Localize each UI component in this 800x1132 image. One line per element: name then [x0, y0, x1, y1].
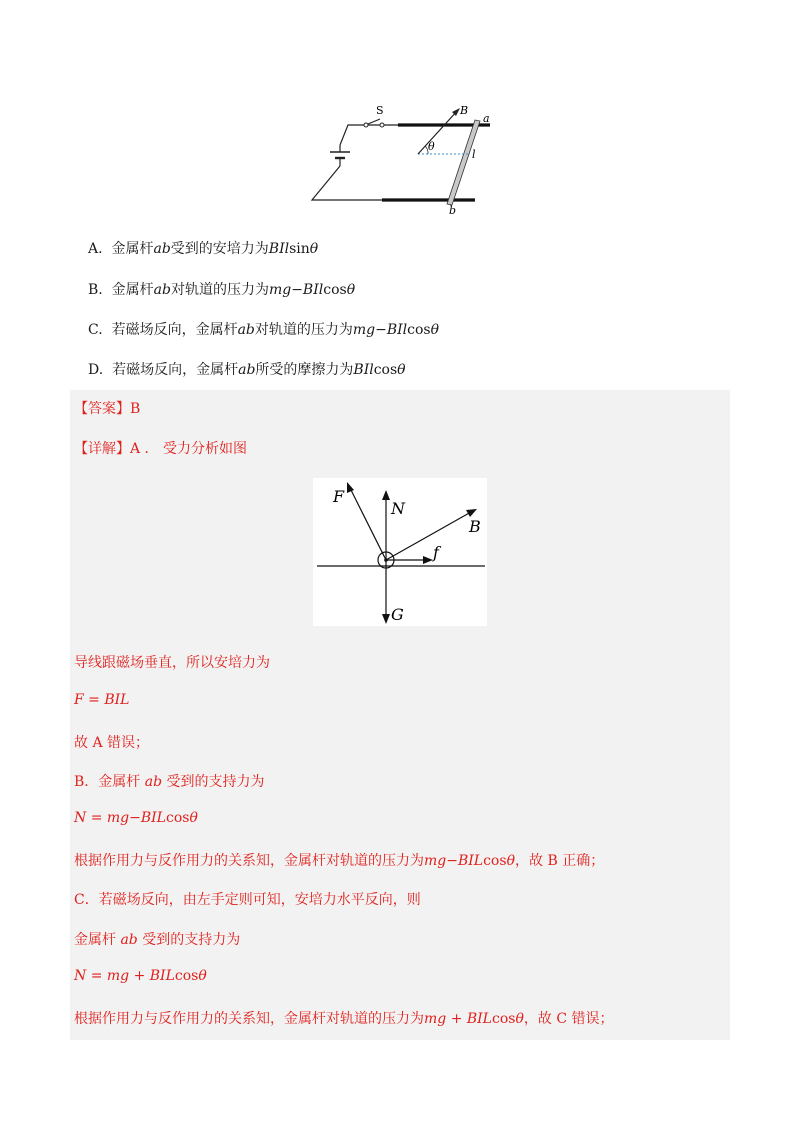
switch-label: S [376, 104, 384, 117]
length-label: l [472, 148, 476, 161]
formula-1: F = BIL [74, 692, 130, 708]
b-field-label: B [460, 104, 469, 117]
detail-intro: 【详解】A ． 受力分析如图 [74, 441, 248, 457]
explain-line-4: 根据作用力与反作用力的关系知，金属杆对轨道的压力为mg−BILcosθ，故 B 正确； [74, 853, 605, 869]
theta-label: θ [428, 140, 435, 153]
force-diagram [313, 478, 487, 626]
formula-2: N = mg−BILcosθ [74, 810, 198, 826]
answer-line: 【答案】B [74, 401, 141, 417]
force-N-label: N [391, 499, 405, 518]
force-G-label: G [391, 605, 404, 624]
option-c[interactable]: C. 若磁场反向，金属杆ab对轨道的压力为mg−BIlcosθ [88, 322, 440, 338]
explain-line-7: 根据作用力与反作用力的关系知，金属杆对轨道的压力为mg + BILcosθ，故 C 错误； [74, 1011, 614, 1027]
explain-line-2: 故 A 错误； [74, 735, 150, 751]
option-b[interactable]: B. 金属杆ab对轨道的压力为mg−BIlcosθ [88, 282, 356, 298]
force-f-label: f [433, 543, 439, 562]
option-d[interactable]: D. 若磁场反向，金属杆ab所受的摩擦力为BIlcosθ [88, 362, 406, 378]
explain-line-1: 导线跟磁场垂直，所以安培力为 [74, 655, 270, 671]
rod-end-a-label: a [483, 112, 490, 125]
explain-line-5: C．若磁场反向，由左手定则可知，安培力水平反向，则 [74, 892, 421, 908]
force-B-label: B [469, 517, 481, 536]
rod-end-b-label: b [449, 204, 457, 217]
explain-line-6: 金属杆 ab 受到的支持力为 [74, 932, 241, 948]
force-F-label: F [333, 487, 345, 506]
circuit-figure [300, 100, 500, 218]
explain-line-3: B．金属杆 ab 受到的支持力为 [74, 774, 265, 790]
option-a[interactable]: A. 金属杆ab受到的安培力为BIlsinθ [88, 241, 319, 257]
formula-3: N = mg + BILcosθ [74, 968, 207, 984]
